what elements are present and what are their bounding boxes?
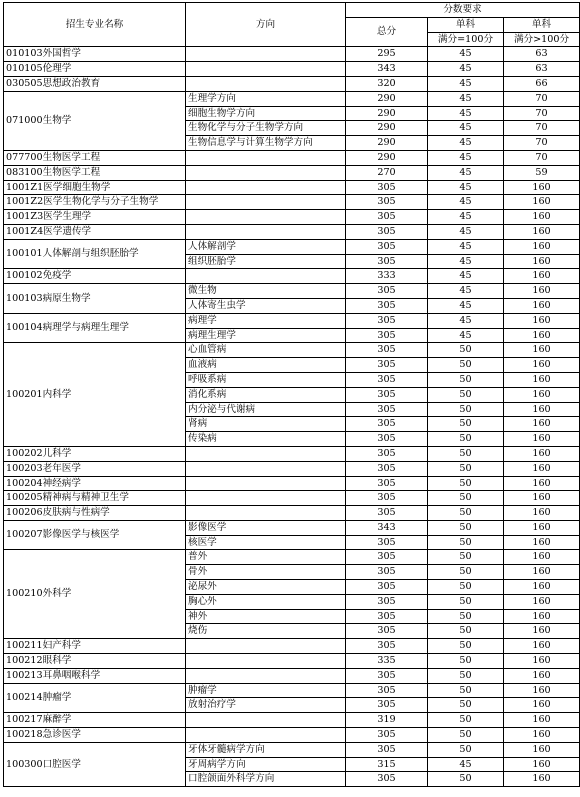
major-name-cell: 100204神经病学 — [4, 476, 186, 491]
table-row — [4, 446, 580, 461]
table-row — [4, 476, 580, 491]
single-100-cell: 45 — [428, 298, 504, 313]
total-score-cell: 290 — [346, 150, 428, 165]
single-100-cell: 45 — [428, 76, 504, 91]
single-over-100-cell: 160 — [504, 580, 580, 595]
direction-cell: 人体解剖学 — [186, 239, 346, 254]
direction-cell: 细胞生物学方向 — [186, 106, 346, 121]
single-100-cell: 50 — [428, 461, 504, 476]
single-over-100-cell: 160 — [504, 698, 580, 713]
single-100-cell: 45 — [428, 165, 504, 180]
direction-cell: 牙体牙髓病学方向 — [186, 742, 346, 757]
single-100-cell: 50 — [428, 476, 504, 491]
table-row — [4, 150, 580, 165]
direction-cell: 肿瘤学 — [186, 683, 346, 698]
total-score-cell: 305 — [346, 343, 428, 358]
header-single2: 单科 — [504, 17, 580, 32]
table-row — [4, 343, 580, 358]
direction-cell — [186, 165, 346, 180]
single-100-cell: 45 — [428, 210, 504, 225]
table-row — [4, 654, 580, 669]
single-100-cell: 45 — [428, 328, 504, 343]
direction-cell: 生理学方向 — [186, 91, 346, 106]
total-score-cell: 305 — [346, 432, 428, 447]
single-over-100-cell: 160 — [504, 624, 580, 639]
direction-cell: 生物化学与分子生物学方向 — [186, 121, 346, 136]
single-100-cell: 50 — [428, 550, 504, 565]
single-100-cell: 50 — [428, 728, 504, 743]
score-table — [3, 2, 580, 787]
table-row — [4, 520, 580, 535]
single-100-cell: 50 — [428, 446, 504, 461]
direction-cell — [186, 491, 346, 506]
total-score-cell: 333 — [346, 269, 428, 284]
table-row — [4, 668, 580, 683]
total-score-cell: 305 — [346, 565, 428, 580]
header-score-requirement: 分数要求 — [346, 3, 580, 18]
total-score-cell: 305 — [346, 446, 428, 461]
direction-cell: 普外 — [186, 550, 346, 565]
major-name-cell: 010105伦理学 — [4, 62, 186, 77]
single-100-cell: 50 — [428, 520, 504, 535]
direction-cell: 生物信息学与计算生物学方向 — [186, 136, 346, 151]
single-100-cell: 50 — [428, 609, 504, 624]
single-over-100-cell: 160 — [504, 461, 580, 476]
total-score-cell: 305 — [346, 609, 428, 624]
total-score-cell: 305 — [346, 254, 428, 269]
direction-cell: 组织胚胎学 — [186, 254, 346, 269]
total-score-cell: 305 — [346, 639, 428, 654]
total-score-cell: 290 — [346, 136, 428, 151]
single-over-100-cell: 160 — [504, 757, 580, 772]
direction-cell: 牙周病学方向 — [186, 757, 346, 772]
total-score-cell: 305 — [346, 624, 428, 639]
table-row — [4, 639, 580, 654]
direction-cell — [186, 195, 346, 210]
single-100-cell: 45 — [428, 136, 504, 151]
direction-cell: 肾病 — [186, 417, 346, 432]
direction-cell — [186, 210, 346, 225]
single-over-100-cell: 70 — [504, 150, 580, 165]
single-100-cell: 50 — [428, 506, 504, 521]
direction-cell — [186, 713, 346, 728]
table-row — [4, 728, 580, 743]
major-name-cell: 071000生物学 — [4, 91, 186, 150]
single-over-100-cell: 160 — [504, 683, 580, 698]
major-name-cell: 100101人体解剖与组织胚胎学 — [4, 239, 186, 269]
single-100-cell: 50 — [428, 742, 504, 757]
major-name-cell: 100205精神病与精神卫生学 — [4, 491, 186, 506]
major-name-cell: 010103外国哲学 — [4, 47, 186, 62]
major-name-cell: 100104病理学与病理生理学 — [4, 313, 186, 343]
single-over-100-cell: 160 — [504, 387, 580, 402]
direction-cell: 传染病 — [186, 432, 346, 447]
table-row — [4, 62, 580, 77]
single-100-cell: 50 — [428, 624, 504, 639]
single-over-100-cell: 160 — [504, 372, 580, 387]
single-over-100-cell: 160 — [504, 772, 580, 787]
single-100-cell: 50 — [428, 343, 504, 358]
total-score-cell: 305 — [346, 683, 428, 698]
single-over-100-cell: 160 — [504, 446, 580, 461]
single-over-100-cell: 160 — [504, 254, 580, 269]
single-100-cell: 45 — [428, 254, 504, 269]
total-score-cell: 305 — [346, 742, 428, 757]
direction-cell: 内分泌与代谢病 — [186, 402, 346, 417]
major-name-cell: 100217麻醉学 — [4, 713, 186, 728]
header-single1: 单科 — [428, 17, 504, 32]
direction-cell — [186, 47, 346, 62]
total-score-cell: 305 — [346, 772, 428, 787]
direction-cell: 病理学 — [186, 313, 346, 328]
total-score-cell: 305 — [346, 506, 428, 521]
single-over-100-cell: 160 — [504, 239, 580, 254]
total-score-cell: 335 — [346, 654, 428, 669]
single-over-100-cell: 160 — [504, 180, 580, 195]
single-over-100-cell: 160 — [504, 728, 580, 743]
table-row — [4, 461, 580, 476]
direction-cell: 影像医学 — [186, 520, 346, 535]
direction-cell — [186, 269, 346, 284]
major-name-cell: 100218急诊医学 — [4, 728, 186, 743]
total-score-cell: 343 — [346, 520, 428, 535]
direction-cell — [186, 639, 346, 654]
direction-cell: 泌尿外 — [186, 580, 346, 595]
direction-cell: 微生物 — [186, 284, 346, 299]
single-over-100-cell: 160 — [504, 269, 580, 284]
single-over-100-cell: 160 — [504, 417, 580, 432]
single-100-cell: 50 — [428, 654, 504, 669]
header-single2-sub: 满分>100分 — [504, 32, 580, 47]
total-score-cell: 305 — [346, 195, 428, 210]
total-score-cell: 305 — [346, 550, 428, 565]
direction-cell: 神外 — [186, 609, 346, 624]
single-over-100-cell: 160 — [504, 298, 580, 313]
total-score-cell: 305 — [346, 180, 428, 195]
total-score-cell: 295 — [346, 47, 428, 62]
single-100-cell: 45 — [428, 91, 504, 106]
total-score-cell: 305 — [346, 210, 428, 225]
table-header — [4, 3, 580, 47]
major-name-cell: 1001Z4医学遗传学 — [4, 224, 186, 239]
header-single1-sub: 满分=100分 — [428, 32, 504, 47]
single-100-cell: 50 — [428, 565, 504, 580]
single-100-cell: 45 — [428, 195, 504, 210]
major-name-cell: 100211妇产科学 — [4, 639, 186, 654]
single-100-cell: 50 — [428, 580, 504, 595]
total-score-cell: 305 — [346, 476, 428, 491]
single-over-100-cell: 160 — [504, 358, 580, 373]
single-100-cell: 45 — [428, 757, 504, 772]
direction-cell — [186, 180, 346, 195]
single-over-100-cell: 160 — [504, 565, 580, 580]
direction-cell: 人体寄生虫学 — [186, 298, 346, 313]
direction-cell: 胸心外 — [186, 594, 346, 609]
single-100-cell: 45 — [428, 150, 504, 165]
single-100-cell: 45 — [428, 180, 504, 195]
table-row — [4, 491, 580, 506]
single-over-100-cell: 160 — [504, 313, 580, 328]
total-score-cell: 305 — [346, 358, 428, 373]
single-over-100-cell: 160 — [504, 210, 580, 225]
single-100-cell: 45 — [428, 121, 504, 136]
single-over-100-cell: 160 — [504, 550, 580, 565]
total-score-cell: 305 — [346, 461, 428, 476]
table-row — [4, 550, 580, 565]
single-100-cell: 45 — [428, 313, 504, 328]
major-name-cell: 100201内科学 — [4, 343, 186, 447]
single-100-cell: 45 — [428, 62, 504, 77]
total-score-cell: 315 — [346, 757, 428, 772]
major-name-cell: 100212眼科学 — [4, 654, 186, 669]
table-row — [4, 713, 580, 728]
major-name-cell: 100210外科学 — [4, 550, 186, 639]
single-over-100-cell: 160 — [504, 609, 580, 624]
single-over-100-cell: 70 — [504, 91, 580, 106]
single-100-cell: 50 — [428, 668, 504, 683]
single-100-cell: 50 — [428, 491, 504, 506]
single-over-100-cell: 160 — [504, 195, 580, 210]
single-100-cell: 50 — [428, 683, 504, 698]
major-name-cell: 100213耳鼻咽喉科学 — [4, 668, 186, 683]
direction-cell — [186, 62, 346, 77]
total-score-cell: 305 — [346, 284, 428, 299]
table-row — [4, 742, 580, 757]
single-over-100-cell: 63 — [504, 62, 580, 77]
single-100-cell: 45 — [428, 47, 504, 62]
direction-cell: 消化系病 — [186, 387, 346, 402]
major-name-cell: 1001Z3医学生理学 — [4, 210, 186, 225]
header-direction: 方向 — [186, 3, 346, 47]
total-score-cell: 305 — [346, 668, 428, 683]
single-100-cell: 45 — [428, 224, 504, 239]
table-row — [4, 224, 580, 239]
direction-cell: 烧伤 — [186, 624, 346, 639]
total-score-cell: 290 — [346, 121, 428, 136]
major-name-cell: 077700生物医学工程 — [4, 150, 186, 165]
direction-cell: 血液病 — [186, 358, 346, 373]
single-over-100-cell: 160 — [504, 639, 580, 654]
table-row — [4, 47, 580, 62]
table-row — [4, 165, 580, 180]
single-over-100-cell: 160 — [504, 224, 580, 239]
single-over-100-cell: 160 — [504, 713, 580, 728]
table-row — [4, 683, 580, 698]
direction-cell — [186, 506, 346, 521]
direction-cell: 核医学 — [186, 535, 346, 550]
single-100-cell: 50 — [428, 535, 504, 550]
table-row — [4, 76, 580, 91]
single-100-cell: 50 — [428, 387, 504, 402]
single-100-cell: 50 — [428, 358, 504, 373]
single-100-cell: 50 — [428, 713, 504, 728]
direction-cell — [186, 446, 346, 461]
direction-cell: 病理生理学 — [186, 328, 346, 343]
single-100-cell: 50 — [428, 402, 504, 417]
major-name-cell: 083100生物医学工程 — [4, 165, 186, 180]
single-over-100-cell: 63 — [504, 47, 580, 62]
single-100-cell: 45 — [428, 106, 504, 121]
total-score-cell: 305 — [346, 580, 428, 595]
table-row — [4, 210, 580, 225]
direction-cell: 放射治疗学 — [186, 698, 346, 713]
single-over-100-cell: 160 — [504, 284, 580, 299]
single-over-100-cell: 160 — [504, 476, 580, 491]
table-row — [4, 180, 580, 195]
single-100-cell: 50 — [428, 417, 504, 432]
table-row — [4, 239, 580, 254]
total-score-cell: 319 — [346, 713, 428, 728]
single-100-cell: 45 — [428, 239, 504, 254]
total-score-cell: 290 — [346, 106, 428, 121]
major-name-cell: 1001Z2医学生物化学与分子生物学 — [4, 195, 186, 210]
table-row — [4, 195, 580, 210]
total-score-cell: 305 — [346, 417, 428, 432]
single-over-100-cell: 59 — [504, 165, 580, 180]
total-score-cell: 305 — [346, 239, 428, 254]
single-over-100-cell: 160 — [504, 535, 580, 550]
single-over-100-cell: 160 — [504, 432, 580, 447]
major-name-cell: 030505思想政治教育 — [4, 76, 186, 91]
direction-cell: 心血管病 — [186, 343, 346, 358]
total-score-cell: 270 — [346, 165, 428, 180]
single-100-cell: 50 — [428, 372, 504, 387]
direction-cell — [186, 224, 346, 239]
total-score-cell: 320 — [346, 76, 428, 91]
single-over-100-cell: 160 — [504, 742, 580, 757]
single-100-cell: 50 — [428, 698, 504, 713]
total-score-cell: 305 — [346, 224, 428, 239]
major-name-cell: 100202儿科学 — [4, 446, 186, 461]
direction-cell — [186, 728, 346, 743]
table-body — [4, 47, 580, 787]
total-score-cell: 305 — [346, 298, 428, 313]
single-over-100-cell: 160 — [504, 491, 580, 506]
single-over-100-cell: 66 — [504, 76, 580, 91]
total-score-cell: 305 — [346, 698, 428, 713]
total-score-cell: 305 — [346, 313, 428, 328]
direction-cell — [186, 654, 346, 669]
total-score-cell: 305 — [346, 402, 428, 417]
major-name-cell: 1001Z1医学细胞生物学 — [4, 180, 186, 195]
total-score-cell: 305 — [346, 328, 428, 343]
total-score-cell: 290 — [346, 91, 428, 106]
single-over-100-cell: 160 — [504, 328, 580, 343]
table-row — [4, 313, 580, 328]
single-over-100-cell: 160 — [504, 654, 580, 669]
header-major-name: 招生专业名称 — [4, 3, 186, 47]
direction-cell: 骨外 — [186, 565, 346, 580]
header-total: 总分 — [346, 17, 428, 47]
major-name-cell: 100206皮肤病与性病学 — [4, 506, 186, 521]
major-name-cell: 100103病原生物学 — [4, 284, 186, 314]
total-score-cell: 305 — [346, 372, 428, 387]
single-over-100-cell: 160 — [504, 506, 580, 521]
major-name-cell: 100207影像医学与核医学 — [4, 520, 186, 550]
major-name-cell: 100300口腔医学 — [4, 742, 186, 786]
direction-cell — [186, 476, 346, 491]
single-over-100-cell: 70 — [504, 136, 580, 151]
single-over-100-cell: 70 — [504, 121, 580, 136]
single-over-100-cell: 160 — [504, 520, 580, 535]
single-100-cell: 50 — [428, 639, 504, 654]
total-score-cell: 305 — [346, 594, 428, 609]
single-100-cell: 45 — [428, 284, 504, 299]
direction-cell — [186, 150, 346, 165]
single-over-100-cell: 160 — [504, 343, 580, 358]
total-score-cell: 343 — [346, 62, 428, 77]
direction-cell — [186, 668, 346, 683]
single-over-100-cell: 160 — [504, 402, 580, 417]
direction-cell: 口腔颌面外科学方向 — [186, 772, 346, 787]
major-name-cell: 100214肿瘤学 — [4, 683, 186, 713]
single-100-cell: 50 — [428, 432, 504, 447]
table-row — [4, 269, 580, 284]
total-score-cell: 305 — [346, 491, 428, 506]
total-score-cell: 305 — [346, 728, 428, 743]
direction-cell: 呼吸系病 — [186, 372, 346, 387]
direction-cell — [186, 461, 346, 476]
table-row — [4, 284, 580, 299]
total-score-cell: 305 — [346, 387, 428, 402]
single-over-100-cell: 160 — [504, 594, 580, 609]
single-100-cell: 50 — [428, 594, 504, 609]
total-score-cell: 305 — [346, 535, 428, 550]
table-row — [4, 506, 580, 521]
major-name-cell: 100102免疫学 — [4, 269, 186, 284]
single-over-100-cell: 70 — [504, 106, 580, 121]
table-row — [4, 91, 580, 106]
single-over-100-cell: 160 — [504, 668, 580, 683]
direction-cell — [186, 76, 346, 91]
single-100-cell: 45 — [428, 269, 504, 284]
major-name-cell: 100203老年医学 — [4, 461, 186, 476]
single-100-cell: 50 — [428, 772, 504, 787]
